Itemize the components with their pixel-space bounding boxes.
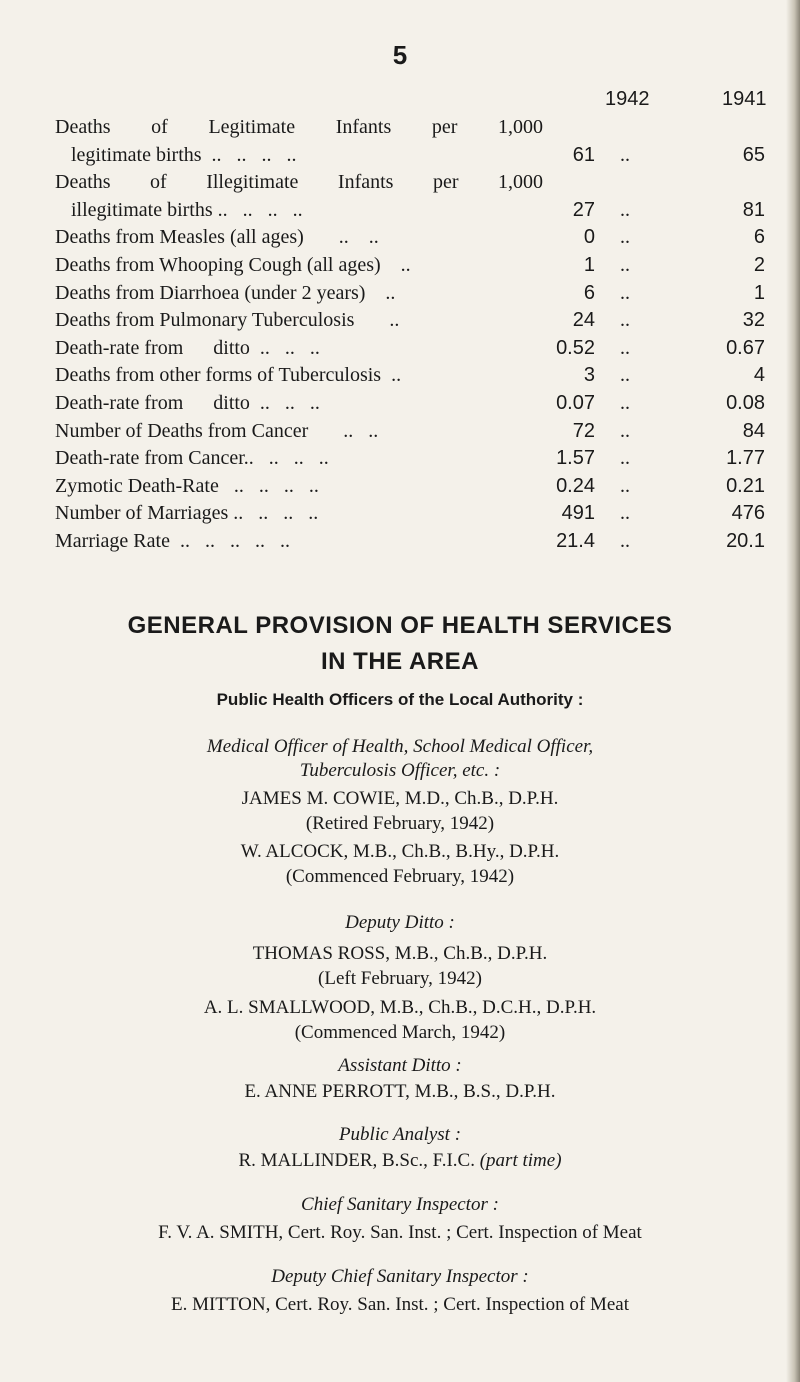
dcsi-title: Deputy Chief Sanitary Inspector : bbox=[271, 1266, 529, 1287]
value-1941: 81 bbox=[742, 198, 765, 221]
word: of bbox=[150, 171, 167, 194]
row-label: Deaths from Whooping Cough (all ages) .. bbox=[55, 253, 411, 276]
value-1942: 1.57 bbox=[556, 447, 595, 470]
row-label bbox=[55, 114, 543, 142]
value-1941: 476 bbox=[731, 502, 765, 525]
table-row bbox=[55, 528, 765, 556]
value-1942: 61 bbox=[572, 143, 595, 166]
value-1941: 65 bbox=[742, 143, 765, 166]
word: Infants bbox=[337, 171, 394, 194]
value-1942: 3 bbox=[583, 364, 595, 387]
row-label: Deaths from Pulmonary Tuberculosis .. bbox=[55, 309, 400, 332]
leader-dots: .. bbox=[620, 474, 630, 497]
officer-name: F. V. A. SMITH, Cert. Roy. San. Inst. ; Cert. Inspection of Meat bbox=[158, 1222, 642, 1243]
row-label-cont: illegitimate births .. .. .. .. bbox=[71, 198, 303, 221]
table-row bbox=[55, 280, 765, 308]
leader-dots: .. bbox=[620, 391, 630, 414]
assistant-title: Assistant Ditto : bbox=[338, 1055, 462, 1076]
word: 1,000 bbox=[498, 171, 543, 194]
value-1941: 1 bbox=[753, 281, 765, 304]
deputy-title: Deputy Ditto : bbox=[345, 912, 455, 933]
word: 1,000 bbox=[498, 116, 543, 138]
value-1942: 0.24 bbox=[556, 474, 595, 497]
word: Illegitimate bbox=[206, 171, 299, 194]
table-row bbox=[55, 390, 765, 418]
row-label: Death-rate from ditto .. .. .. bbox=[55, 391, 320, 414]
value-1941: 6 bbox=[753, 226, 765, 249]
row-label: Deaths from Measles (all ages) .. .. bbox=[55, 226, 379, 249]
leader-dots: .. bbox=[620, 198, 630, 221]
row-label: Deaths from Diarrhoea (under 2 years) .. bbox=[55, 281, 396, 304]
row-label: Number of Marriages .. .. .. .. bbox=[55, 502, 319, 525]
value-1941: 0.08 bbox=[726, 391, 765, 414]
leader-dots: .. bbox=[620, 502, 630, 525]
word: Infants bbox=[335, 116, 392, 138]
page-edge-shadow bbox=[786, 0, 800, 1382]
officer-note: (part time) bbox=[479, 1150, 562, 1171]
leader-dots: .. bbox=[620, 309, 630, 332]
officer-name: E. MITTON, Cert. Roy. San. Inst. ; Cert. Inspection of Meat bbox=[170, 1294, 630, 1315]
leader-dots: .. bbox=[620, 364, 630, 387]
word: Deaths bbox=[55, 116, 111, 138]
leader-dots: .. bbox=[620, 281, 630, 304]
table-row bbox=[55, 445, 765, 473]
table-row bbox=[55, 252, 765, 280]
value-1941: 0.21 bbox=[726, 474, 765, 497]
value-1941: 2 bbox=[753, 253, 765, 276]
value-1941: 4 bbox=[753, 364, 765, 387]
section-subtitle: Public Health Officers of the Local Authority : bbox=[216, 690, 584, 709]
moh-title-line2: Tuberculosis Officer, etc. : bbox=[299, 760, 501, 781]
table-row bbox=[55, 142, 765, 170]
row-label: Deaths from other forms of Tuberculosis .. bbox=[55, 364, 402, 387]
officer-name: THOMAS ROSS, M.B., Ch.B., D.P.H. bbox=[252, 943, 548, 964]
word: Deaths bbox=[55, 171, 111, 194]
officer-name: E. ANNE PERROTT, M.B., B.S., D.P.H. bbox=[244, 1081, 556, 1102]
value-1942: 0 bbox=[583, 226, 595, 249]
value-1941: 20.1 bbox=[726, 529, 765, 552]
section-title-line2: IN THE AREA bbox=[321, 648, 479, 675]
officer-name: A. L. SMALLWOOD, M.B., Ch.B., D.C.H., D.P.H. bbox=[203, 997, 597, 1018]
row-label: Zymotic Death-Rate .. .. .. .. bbox=[55, 474, 319, 497]
table-row bbox=[55, 500, 765, 528]
analyst-title: Public Analyst : bbox=[338, 1124, 462, 1145]
word: Legitimate bbox=[208, 116, 296, 138]
csi-title: Chief Sanitary Inspector : bbox=[301, 1194, 499, 1215]
value-1942: 27 bbox=[572, 198, 595, 221]
table-row bbox=[55, 335, 765, 363]
officer-note: (Retired February, 1942) bbox=[305, 813, 495, 834]
officer-name: JAMES M. COWIE, M.D., Ch.B., D.P.H. bbox=[241, 788, 559, 809]
table-row bbox=[55, 473, 765, 501]
leader-dots: .. bbox=[620, 419, 630, 442]
word: per bbox=[431, 116, 458, 138]
row-label: Death-rate from ditto .. .. .. bbox=[55, 336, 320, 359]
leader-dots: .. bbox=[620, 336, 630, 359]
table-row bbox=[55, 224, 765, 252]
value-1942: 21.4 bbox=[556, 529, 595, 552]
officer-note: (Left February, 1942) bbox=[318, 968, 482, 989]
column-header-1942: 1942 bbox=[605, 88, 650, 110]
value-1941: 84 bbox=[742, 419, 765, 442]
officer-name: W. ALCOCK, M.B., Ch.B., B.Hy., D.P.H. bbox=[240, 841, 560, 862]
officer-note: (Commenced February, 1942) bbox=[285, 866, 515, 887]
table-row bbox=[55, 362, 765, 390]
value-1942: 6 bbox=[583, 281, 595, 304]
value-1941: 32 bbox=[742, 309, 765, 332]
leader-dots: .. bbox=[620, 143, 630, 166]
section-title: GENERAL PROVISION OF HEALTH SERVICES bbox=[127, 612, 673, 639]
table-row bbox=[55, 307, 765, 335]
leader-dots: .. bbox=[620, 529, 630, 552]
value-1942: 24 bbox=[572, 309, 595, 332]
column-header-1941: 1941 bbox=[722, 88, 767, 110]
row-label: Marriage Rate .. .. .. .. .. bbox=[55, 529, 290, 552]
analyst-line bbox=[0, 1150, 800, 1172]
row-label: Number of Deaths from Cancer .. .. bbox=[55, 419, 379, 442]
row-label-cont: legitimate births .. .. .. .. bbox=[71, 143, 297, 166]
moh-title-line1: Medical Officer of Health, School Medical Officer, bbox=[206, 736, 594, 757]
value-1942: 72 bbox=[572, 419, 595, 442]
value-1942: 0.07 bbox=[556, 391, 595, 414]
table-row bbox=[55, 114, 765, 142]
vital-statistics-table bbox=[55, 114, 765, 556]
word: per bbox=[432, 171, 459, 194]
page-number: 5 bbox=[392, 40, 408, 70]
value-1942: 0.52 bbox=[556, 336, 595, 359]
value-1941: 0.67 bbox=[726, 336, 765, 359]
row-label: Death-rate from Cancer.. .. .. .. bbox=[55, 447, 329, 470]
row-label bbox=[55, 169, 543, 197]
leader-dots: .. bbox=[620, 253, 630, 276]
word: of bbox=[151, 116, 168, 138]
officer-note: (Commenced March, 1942) bbox=[294, 1022, 506, 1043]
value-1942: 491 bbox=[561, 502, 595, 525]
leader-dots: .. bbox=[620, 447, 630, 470]
table-row bbox=[55, 197, 765, 225]
leader-dots: .. bbox=[620, 226, 630, 249]
value-1941: 1.77 bbox=[726, 447, 765, 470]
table-row bbox=[55, 418, 765, 446]
value-1942: 1 bbox=[583, 253, 595, 276]
table-row bbox=[55, 169, 765, 197]
officer-name: R. MALLINDER, B.Sc., F.I.C. bbox=[238, 1150, 475, 1171]
